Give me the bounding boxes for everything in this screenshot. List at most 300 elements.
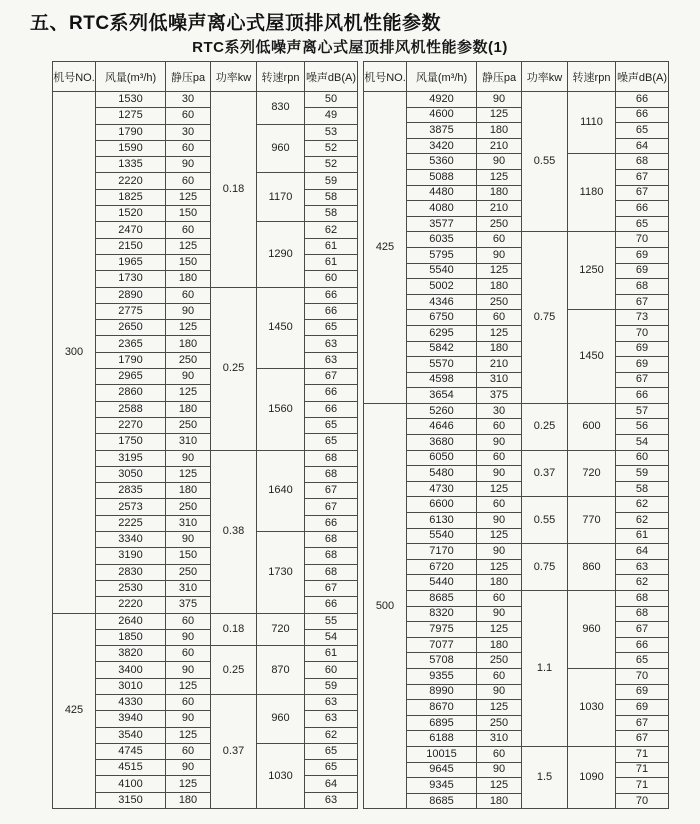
flow-cell: 3940 (96, 711, 166, 727)
flow-cell: 5540 (407, 263, 477, 279)
flow-cell: 2640 (96, 613, 166, 629)
pressure-cell: 60 (477, 746, 522, 762)
pressure-cell: 180 (166, 792, 211, 809)
speed-cell: 1030 (568, 668, 616, 746)
pressure-cell: 90 (166, 711, 211, 727)
pressure-cell: 310 (166, 580, 211, 596)
noise-cell: 69 (616, 700, 669, 716)
pressure-cell: 90 (477, 247, 522, 263)
flow-cell: 3050 (96, 466, 166, 482)
pressure-cell: 125 (166, 189, 211, 205)
flow-cell: 4480 (407, 185, 477, 201)
flow-cell: 1590 (96, 140, 166, 156)
noise-cell: 63 (305, 694, 358, 710)
flow-cell: 5088 (407, 169, 477, 185)
pressure-cell: 90 (166, 303, 211, 319)
pressure-cell: 30 (477, 403, 522, 419)
table-row (53, 548, 358, 564)
pressure-cell: 90 (166, 157, 211, 173)
table-row (364, 341, 669, 357)
power-cell: 0.75 (522, 232, 568, 404)
noise-cell: 71 (616, 762, 669, 778)
pressure-cell: 180 (166, 401, 211, 417)
pressure-cell: 250 (166, 499, 211, 515)
flow-cell: 6295 (407, 325, 477, 341)
flow-cell: 1335 (96, 157, 166, 173)
table-row (53, 743, 358, 759)
noise-cell: 71 (616, 778, 669, 794)
noise-cell: 67 (616, 715, 669, 731)
flow-cell: 2220 (96, 173, 166, 189)
table-row (364, 481, 669, 497)
table-row (53, 124, 358, 140)
flow-cell: 5002 (407, 279, 477, 295)
noise-cell: 67 (616, 169, 669, 185)
table-row (53, 776, 358, 792)
table-row (53, 597, 358, 613)
table-row (53, 727, 358, 743)
noise-cell: 65 (616, 216, 669, 232)
flow-cell: 2650 (96, 320, 166, 336)
noise-cell: 69 (616, 341, 669, 357)
pressure-cell: 310 (477, 731, 522, 747)
table-row (53, 434, 358, 450)
table-row (364, 591, 669, 607)
flow-cell: 4080 (407, 201, 477, 217)
flow-cell: 3820 (96, 646, 166, 662)
model-cell: 500 (364, 403, 407, 808)
table-row (53, 173, 358, 189)
noise-cell: 70 (616, 325, 669, 341)
pressure-cell: 310 (166, 434, 211, 450)
flow-cell: 1790 (96, 352, 166, 368)
table-row (364, 325, 669, 341)
noise-cell: 62 (616, 575, 669, 591)
pressure-cell: 125 (477, 325, 522, 341)
model-cell: 300 (53, 92, 96, 614)
noise-cell: 67 (616, 372, 669, 388)
pressure-cell: 150 (166, 548, 211, 564)
pressure-cell: 60 (166, 140, 211, 156)
flow-cell: 6130 (407, 513, 477, 529)
flow-cell: 4920 (407, 92, 477, 108)
header-row (53, 62, 358, 92)
noise-cell: 68 (305, 532, 358, 548)
pressure-cell: 180 (477, 793, 522, 809)
pressure-cell: 180 (477, 575, 522, 591)
table-row (364, 700, 669, 716)
flow-cell: 4745 (96, 743, 166, 759)
table-row (53, 450, 358, 466)
flow-cell: 9645 (407, 762, 477, 778)
noise-cell: 62 (305, 222, 358, 238)
noise-cell: 67 (305, 369, 358, 385)
table-row (364, 778, 669, 794)
noise-cell: 62 (305, 727, 358, 743)
noise-cell: 62 (616, 513, 669, 529)
table-row (53, 646, 358, 662)
fan-table-right (363, 61, 669, 809)
table-row (53, 564, 358, 580)
table-row (364, 357, 669, 373)
flow-cell: 5260 (407, 403, 477, 419)
flow-cell: 6188 (407, 731, 477, 747)
speed-cell: 720 (257, 613, 305, 646)
speed-cell: 1180 (568, 154, 616, 232)
speed-cell: 1090 (568, 746, 616, 808)
pressure-cell: 250 (477, 653, 522, 669)
flow-cell: 8320 (407, 606, 477, 622)
table-row (364, 450, 669, 466)
column-header-speed: 转速rpn (257, 62, 305, 92)
flow-cell: 8990 (407, 684, 477, 700)
noise-cell: 71 (616, 746, 669, 762)
flow-cell: 5540 (407, 528, 477, 544)
flow-cell: 3577 (407, 216, 477, 232)
pressure-cell: 375 (166, 597, 211, 613)
pressure-cell: 250 (477, 216, 522, 232)
noise-cell: 63 (305, 336, 358, 352)
table-row (364, 684, 669, 700)
flow-cell: 2220 (96, 597, 166, 613)
speed-cell: 860 (568, 544, 616, 591)
noise-cell: 60 (305, 662, 358, 678)
pressure-cell: 150 (166, 254, 211, 270)
noise-cell: 67 (305, 483, 358, 499)
flow-cell: 3875 (407, 123, 477, 139)
flow-cell: 2573 (96, 499, 166, 515)
pressure-cell: 250 (477, 294, 522, 310)
pressure-cell: 60 (166, 613, 211, 629)
noise-cell: 69 (616, 247, 669, 263)
pressure-cell: 210 (477, 357, 522, 373)
speed-cell: 1170 (257, 173, 305, 222)
flow-cell: 3010 (96, 678, 166, 694)
table-row (364, 138, 669, 154)
noise-cell: 59 (305, 173, 358, 189)
flow-cell: 8670 (407, 700, 477, 716)
speed-cell: 1560 (257, 369, 305, 450)
table-row (53, 499, 358, 515)
pressure-cell: 125 (477, 622, 522, 638)
flow-cell: 3680 (407, 435, 477, 451)
column-header-model: 机号NO. (364, 62, 407, 92)
pressure-cell: 125 (477, 778, 522, 794)
flow-cell: 10015 (407, 746, 477, 762)
tables-container (52, 61, 700, 809)
speed-cell: 830 (257, 92, 305, 125)
noise-cell: 67 (305, 580, 358, 596)
table-row (364, 372, 669, 388)
pressure-cell: 125 (477, 107, 522, 123)
noise-cell: 65 (305, 417, 358, 433)
pressure-cell: 60 (477, 668, 522, 684)
flow-cell: 9345 (407, 778, 477, 794)
power-cell: 0.38 (211, 450, 257, 613)
table-row (364, 310, 669, 326)
pressure-cell: 90 (477, 684, 522, 700)
noise-cell: 54 (616, 435, 669, 451)
pressure-cell: 90 (477, 154, 522, 170)
power-cell: 0.18 (211, 92, 257, 288)
pressure-cell: 30 (166, 124, 211, 140)
table-row (53, 532, 358, 548)
pressure-cell: 250 (166, 417, 211, 433)
noise-cell: 70 (616, 793, 669, 809)
table-row (53, 254, 358, 270)
flow-cell: 1520 (96, 206, 166, 222)
flow-cell: 4515 (96, 760, 166, 776)
noise-cell: 66 (305, 401, 358, 417)
power-cell: 0.75 (522, 544, 568, 591)
noise-cell: 50 (305, 92, 358, 108)
noise-cell: 54 (305, 629, 358, 645)
flow-cell: 1790 (96, 124, 166, 140)
pressure-cell: 90 (166, 662, 211, 678)
table-row (364, 575, 669, 591)
speed-cell: 1640 (257, 450, 305, 531)
noise-cell: 73 (616, 310, 669, 326)
noise-cell: 66 (305, 303, 358, 319)
flow-cell: 4598 (407, 372, 477, 388)
pressure-cell: 60 (477, 591, 522, 607)
noise-cell: 67 (616, 294, 669, 310)
noise-cell: 66 (305, 515, 358, 531)
table-row (53, 271, 358, 287)
table-row (53, 401, 358, 417)
noise-cell: 63 (305, 352, 358, 368)
noise-cell: 61 (305, 646, 358, 662)
flow-cell: 1275 (96, 108, 166, 124)
noise-cell: 63 (305, 792, 358, 809)
flow-cell: 5842 (407, 341, 477, 357)
pressure-cell: 180 (477, 279, 522, 295)
flow-cell: 6720 (407, 559, 477, 575)
flow-cell: 5708 (407, 653, 477, 669)
pressure-cell: 125 (166, 678, 211, 694)
table-row (364, 653, 669, 669)
pressure-cell: 60 (477, 419, 522, 435)
pressure-cell: 60 (166, 287, 211, 303)
pressure-cell: 90 (477, 762, 522, 778)
pressure-cell: 60 (166, 108, 211, 124)
noise-cell: 55 (305, 613, 358, 629)
table-row (364, 559, 669, 575)
pressure-cell: 210 (477, 201, 522, 217)
noise-cell: 66 (305, 597, 358, 613)
speed-cell: 1250 (568, 232, 616, 310)
speed-cell: 1110 (568, 92, 616, 154)
speed-cell: 1290 (257, 222, 305, 287)
pressure-cell: 60 (166, 694, 211, 710)
flow-cell: 2835 (96, 483, 166, 499)
flow-cell: 3654 (407, 388, 477, 404)
table-row (53, 792, 358, 809)
noise-cell: 61 (616, 528, 669, 544)
table-row (364, 201, 669, 217)
power-cell: 0.37 (211, 694, 257, 808)
noise-cell: 65 (305, 434, 358, 450)
power-cell: 1.1 (522, 591, 568, 747)
table-row (364, 622, 669, 638)
flow-cell: 7975 (407, 622, 477, 638)
speed-cell: 720 (568, 450, 616, 497)
model-cell: 425 (53, 613, 96, 809)
noise-cell: 67 (616, 185, 669, 201)
noise-cell: 66 (616, 637, 669, 653)
noise-cell: 70 (616, 668, 669, 684)
table-row (53, 629, 358, 645)
table-row (364, 435, 669, 451)
flow-cell: 1730 (96, 271, 166, 287)
flow-cell: 3340 (96, 532, 166, 548)
flow-cell: 1965 (96, 254, 166, 270)
flow-cell: 5360 (407, 154, 477, 170)
pressure-cell: 250 (166, 564, 211, 580)
noise-cell: 52 (305, 157, 358, 173)
noise-cell: 68 (616, 279, 669, 295)
table-row (53, 206, 358, 222)
flow-cell: 4330 (96, 694, 166, 710)
pressure-cell: 310 (477, 372, 522, 388)
noise-cell: 69 (616, 684, 669, 700)
noise-cell: 68 (305, 564, 358, 580)
flow-cell: 4100 (96, 776, 166, 792)
noise-cell: 68 (616, 606, 669, 622)
table-row (53, 613, 358, 629)
table-row (364, 92, 669, 108)
fan-table-left (52, 61, 358, 809)
pressure-cell: 125 (477, 559, 522, 575)
flow-cell: 2225 (96, 515, 166, 531)
flow-cell: 3195 (96, 450, 166, 466)
pressure-cell: 250 (166, 352, 211, 368)
table-row (364, 497, 669, 513)
noise-cell: 61 (305, 238, 358, 254)
noise-cell: 53 (305, 124, 358, 140)
flow-cell: 3540 (96, 727, 166, 743)
table-row (53, 580, 358, 596)
noise-cell: 60 (616, 450, 669, 466)
column-header-noise: 噪声dB(A) (305, 62, 358, 92)
pressure-cell: 180 (477, 185, 522, 201)
table-row (53, 417, 358, 433)
noise-cell: 64 (305, 776, 358, 792)
noise-cell: 69 (616, 263, 669, 279)
power-cell: 0.37 (522, 450, 568, 497)
flow-cell: 6050 (407, 450, 477, 466)
noise-cell: 65 (616, 123, 669, 139)
table-row (364, 668, 669, 684)
table-row (53, 157, 358, 173)
noise-cell: 60 (305, 271, 358, 287)
flow-cell: 7170 (407, 544, 477, 560)
flow-cell: 2860 (96, 385, 166, 401)
flow-cell: 2270 (96, 417, 166, 433)
flow-cell: 3150 (96, 792, 166, 809)
noise-cell: 61 (305, 254, 358, 270)
flow-cell: 5795 (407, 247, 477, 263)
noise-cell: 66 (305, 385, 358, 401)
flow-cell: 6600 (407, 497, 477, 513)
flow-cell: 8685 (407, 793, 477, 809)
speed-cell: 960 (257, 694, 305, 743)
flow-cell: 5440 (407, 575, 477, 591)
table-row (53, 694, 358, 710)
table-row (53, 336, 358, 352)
speed-cell: 960 (257, 124, 305, 173)
pressure-cell: 90 (477, 435, 522, 451)
noise-cell: 63 (616, 559, 669, 575)
table-row (364, 107, 669, 123)
table-row (53, 92, 358, 108)
column-header-power: 功率kw (522, 62, 568, 92)
pressure-cell: 250 (477, 715, 522, 731)
flow-cell: 6750 (407, 310, 477, 326)
flow-cell: 4600 (407, 107, 477, 123)
table-row (364, 123, 669, 139)
pressure-cell: 90 (166, 369, 211, 385)
noise-cell: 58 (616, 481, 669, 497)
flow-cell: 8685 (407, 591, 477, 607)
table-row (53, 287, 358, 303)
noise-cell: 68 (305, 450, 358, 466)
noise-cell: 65 (305, 320, 358, 336)
pressure-cell: 90 (166, 532, 211, 548)
flow-cell: 7077 (407, 637, 477, 653)
speed-cell: 1450 (568, 310, 616, 404)
table-row (364, 606, 669, 622)
flow-cell: 3190 (96, 548, 166, 564)
noise-cell: 59 (616, 466, 669, 482)
pressure-cell: 125 (477, 263, 522, 279)
table-row (364, 793, 669, 809)
flow-cell: 2965 (96, 369, 166, 385)
table-caption: RTC系列低噪声离心式屋顶排风机性能参数(1) (192, 39, 508, 56)
flow-cell: 2775 (96, 303, 166, 319)
noise-cell: 64 (616, 544, 669, 560)
noise-cell: 68 (305, 548, 358, 564)
column-header-pressure: 静压pa (166, 62, 211, 92)
table-row (364, 247, 669, 263)
pressure-cell: 90 (477, 544, 522, 560)
flow-cell: 4730 (407, 481, 477, 497)
flow-cell: 1530 (96, 92, 166, 108)
column-header-speed: 转速rpn (568, 62, 616, 92)
noise-cell: 65 (616, 653, 669, 669)
table-row (364, 388, 669, 404)
noise-cell: 65 (305, 743, 358, 759)
table-row (364, 746, 669, 762)
pressure-cell: 60 (477, 497, 522, 513)
column-header-power: 功率kw (211, 62, 257, 92)
noise-cell: 57 (616, 403, 669, 419)
pressure-cell: 90 (166, 760, 211, 776)
table-row (53, 303, 358, 319)
pressure-cell: 125 (477, 481, 522, 497)
pressure-cell: 60 (166, 222, 211, 238)
table-row (364, 528, 669, 544)
speed-cell: 1030 (257, 743, 305, 808)
power-cell: 0.25 (522, 403, 568, 450)
flow-cell: 9355 (407, 668, 477, 684)
speed-cell: 1730 (257, 532, 305, 613)
header-row (364, 62, 669, 92)
noise-cell: 63 (305, 711, 358, 727)
pressure-cell: 180 (166, 336, 211, 352)
speed-cell: 960 (568, 591, 616, 669)
power-cell: 1.5 (522, 746, 568, 808)
